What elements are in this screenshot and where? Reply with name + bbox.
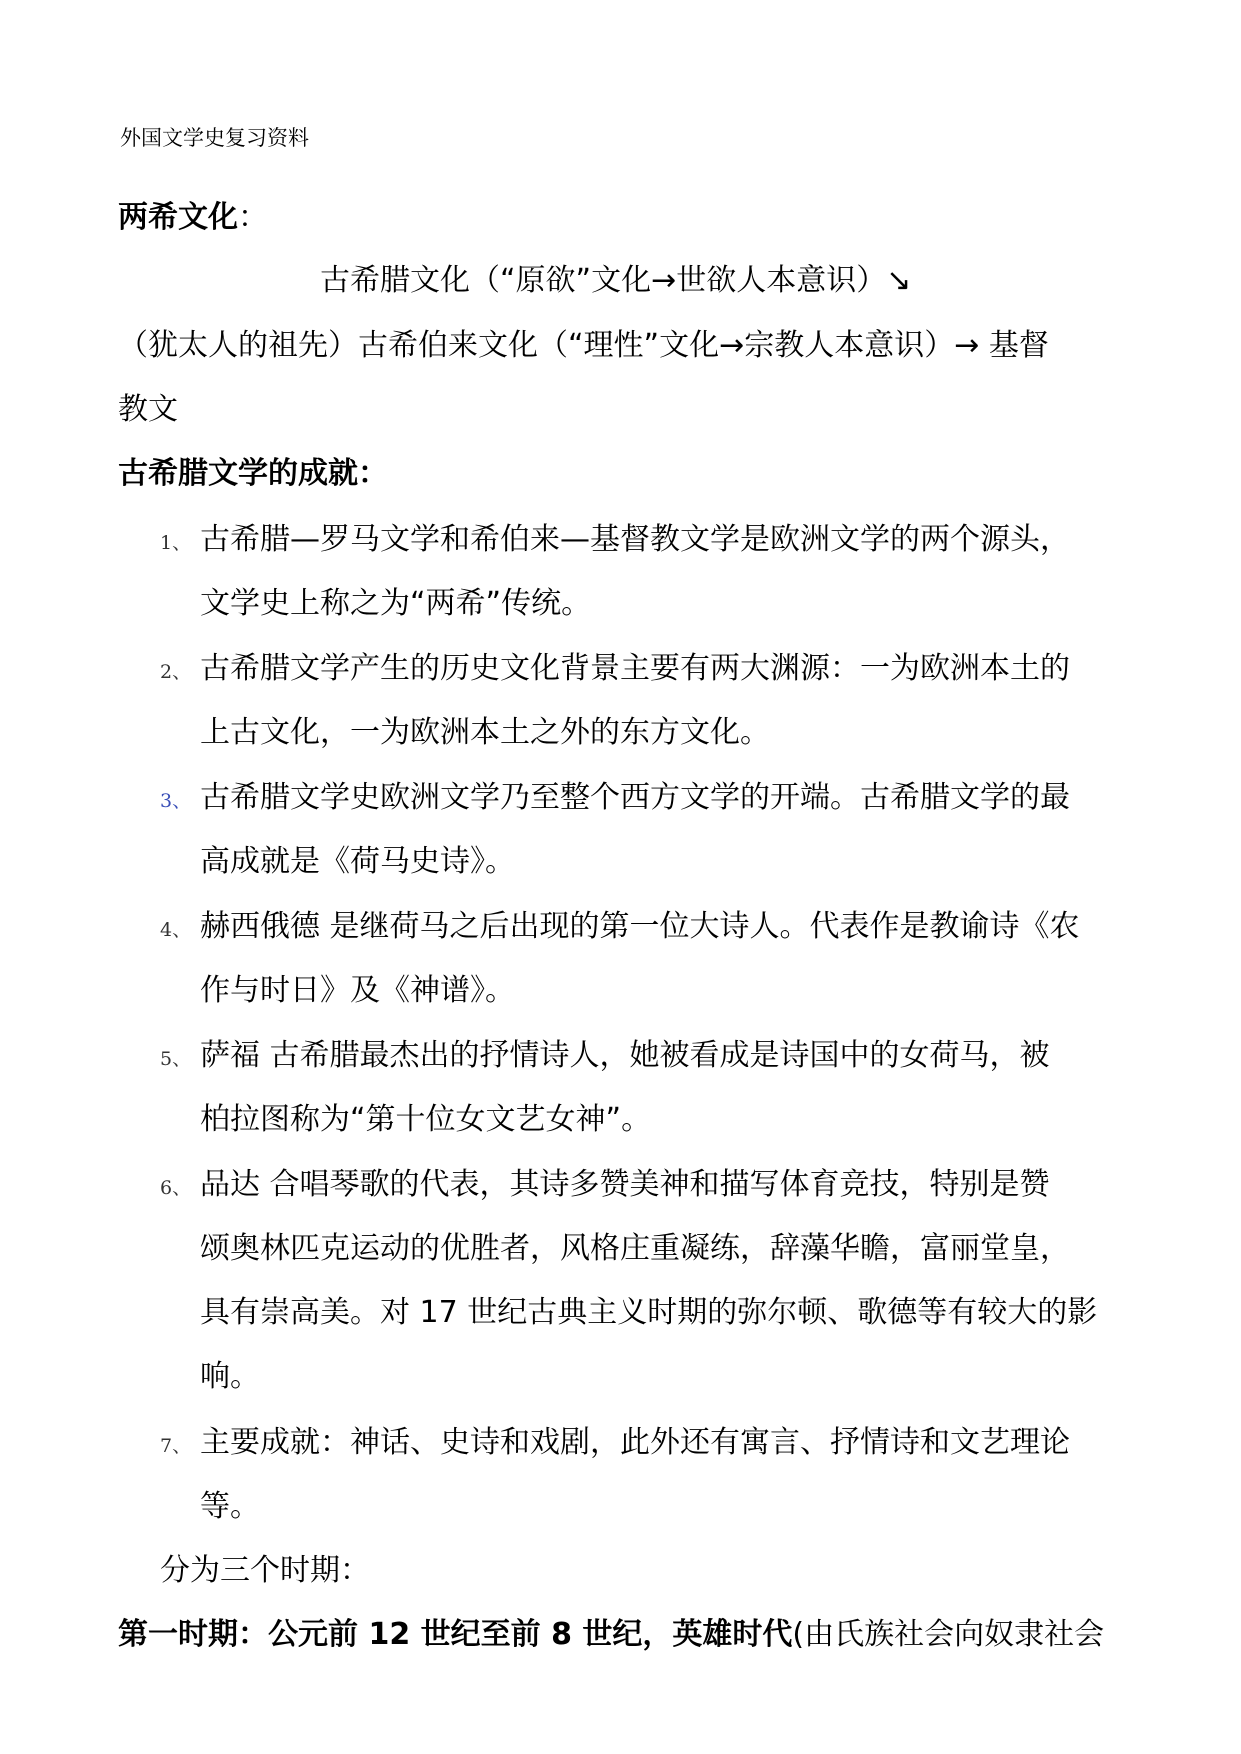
list-item-number: 5、 [160,1048,192,1070]
greek-culture-line: 古希腊文化（“原欲”文化→世欲人本意识）↘ [320,263,912,298]
list-item-line: 古希腊文学产生的历史文化背景主要有两大渊源：一为欧洲本土的 [200,651,1070,686]
list-item-line: 上古文化，一为欧洲本土之外的东方文化。 [200,715,770,750]
list-item-line: 响。 [200,1359,260,1394]
section-title-colon: ： [238,200,268,235]
list-item-line: 古希腊文学史欧洲文学乃至整个西方文学的开端。古希腊文学的最 [200,780,1070,815]
christian-culture-line: 教文 [118,392,178,427]
list-item-line: 赫西俄德 是继荷马之后出现的第一位大诗人。代表作是教谕诗《农 [200,909,1080,944]
list-item-number: 7、 [160,1435,192,1457]
list-item-number: 4、 [160,919,192,941]
list-item-number: 1、 [160,532,192,554]
list-item-line: 主要成就：神话、史诗和戏剧，此外还有寓言、抒情诗和文艺理论 [200,1425,1070,1460]
list-item-number: 2、 [160,661,192,683]
period-one-line [118,1613,1104,1657]
list-item-line: 古希腊—罗马文学和希伯来—基督教文学是欧洲文学的两个源头， [200,522,1070,557]
period-one-heading: 第一时期：公元前 12 世纪至前 8 世纪，英雄时代 [118,1617,793,1652]
list-item-number: 6、 [160,1177,192,1199]
list-item-line: 萨福 古希腊最杰出的抒情诗人，她被看成是诗国中的女荷马，被 [200,1038,1050,1073]
list-item-line: 品达 合唱琴歌的代表，其诗多赞美神和描写体育竞技，特别是赞 [200,1167,1050,1202]
list-item-number: 3、 [160,790,192,812]
list-item-line: 颂奥林匹克运动的优胜者，风格庄重凝练，辞藻华瞻，富丽堂皇， [200,1231,1070,1266]
document-header: 外国文学史复习资料 [120,126,309,150]
list-item-line: 具有崇高美。对 17 世纪古典主义时期的弥尔顿、歌德等有较大的影 [200,1295,1098,1330]
list-item-line: 文学史上称之为“两希”传统。 [200,586,592,621]
section-title-text: 两希文化 [118,200,238,235]
list-item-line: 等。 [200,1489,260,1524]
hebrew-culture-line: （犹太人的祖先）古希伯来文化（“理性”文化→宗教人本意识）→ 基督 [118,328,1049,363]
section-title-liangxi [118,196,268,240]
list-item-line: 柏拉图称为“第十位女文艺女神”。 [200,1102,652,1137]
achievements-title: 古希腊文学的成就： [118,456,388,491]
periods-intro: 分为三个时期： [160,1553,370,1588]
period-one-text: (由氏族社会向奴隶社会 [792,1617,1105,1652]
list-item-line: 高成就是《荷马史诗》。 [200,844,515,879]
list-item-line: 作与时日》及《神谱》。 [200,973,515,1008]
